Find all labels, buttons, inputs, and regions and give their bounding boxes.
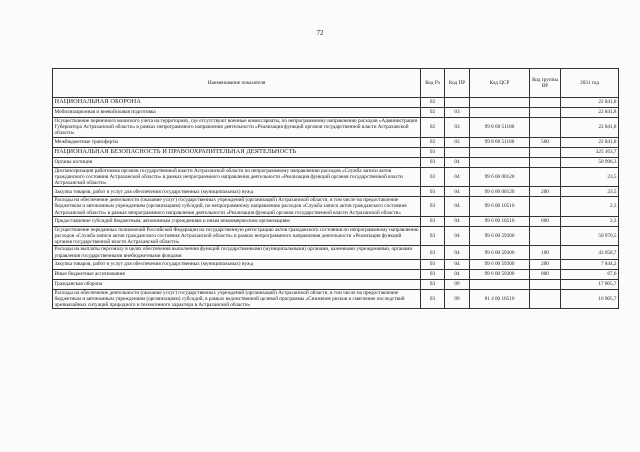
row-rz: 03 [421, 259, 445, 269]
table-body [53, 98, 619, 309]
row-amount: 16 905,7 [561, 289, 619, 309]
row-vr [530, 157, 561, 167]
header-name: Наименование показателя [53, 69, 421, 98]
table-row [53, 137, 619, 147]
header-vr: Код группы ВР [530, 69, 561, 98]
row-amount: 23,5 [561, 187, 619, 197]
row-csr: 99 6 00 59300 [470, 226, 530, 246]
table-row [53, 118, 619, 138]
row-rz: 02 [421, 118, 445, 138]
row-amount: 50 970,5 [561, 226, 619, 246]
row-amount: 43 058,7 [561, 246, 619, 259]
row-vr: 800 [530, 269, 561, 279]
row-rz: 03 [421, 197, 445, 217]
row-vr [530, 147, 561, 157]
table-row [53, 269, 619, 279]
row-vr: 500 [530, 137, 561, 147]
row-csr: 99 6 00 59300 [470, 269, 530, 279]
row-name: Осуществление переданных полномочий Российской Федерации на государственную регистрацию актов гражданского состояния по непрограммному направлению расходов «Служба записи актов гражданского состояния Астраханской области» в рамках непрограммного направления деятельности «Реализация функций органов государственной власти Астраханской области» [54, 226, 419, 246]
row-rz: 03 [421, 269, 445, 279]
row-name: Расходы на выплаты персоналу в целях обеспечения выполнения функций государственными (муниципальными) органами, казенными учреждениями, органами управления государственными внебюджетными фондами [53, 246, 421, 259]
row-name: Расходы на обеспечение деятельности (оказание услуг) государственных учреждений (организаций) Астраханской области, в том числе на предоставление бюджетным и автономным учреждениям (организациям) субсидий, в рамках ведомственной целевой программы «Снижение рисков и смягчение последствий чрезвычайных ситуаций природного и техногенного характера в Астраханской области» [53, 289, 421, 309]
row-csr [470, 98, 530, 108]
row-rz: 03 [421, 246, 445, 259]
table-row [53, 259, 619, 269]
row-vr [530, 108, 561, 118]
row-amount: 22 841,8 [561, 98, 619, 108]
header-year: 2031 год [561, 69, 619, 98]
row-csr: 99 6 00 00120 [470, 187, 530, 197]
row-csr: 81 4 00 10510 [470, 289, 530, 309]
row-vr [530, 289, 561, 309]
row-rz: 03 [421, 289, 445, 309]
row-vr [530, 197, 561, 217]
row-pr: 04 [445, 167, 470, 187]
row-csr: 99 6 00 10510 [470, 197, 530, 217]
table-row [53, 216, 619, 226]
budget-table [52, 68, 619, 309]
row-amount: 17 805,7 [561, 279, 619, 289]
header-csr: Код ЦСР [470, 69, 530, 98]
table-row [53, 279, 619, 289]
table-row [53, 98, 619, 108]
row-pr: 09 [445, 289, 470, 309]
row-amount: 22 841,8 [561, 137, 619, 147]
row-rz: 03 [421, 147, 445, 157]
row-amount: 7 844,2 [561, 259, 619, 269]
header-pr: Код ПР [445, 69, 470, 98]
row-vr: 100 [530, 246, 561, 259]
row-csr: 99 6 00 59300 [470, 259, 530, 269]
row-pr: 03 [445, 108, 470, 118]
table-row [53, 157, 619, 167]
row-pr: 04 [445, 216, 470, 226]
row-name: Межбюджетные трансферты [53, 137, 421, 147]
row-amount: 50 996,3 [561, 157, 619, 167]
row-pr: 04 [445, 269, 470, 279]
row-pr [445, 98, 470, 108]
row-name: Расходы на обеспечение деятельности (оказание услуг) государственных учреждений (организаций) Астраханской области, в том числе на предоставление бюджетным и автономным учреждениям (организациям) субсидий, по непрограммному направлению расходов «Служба записи актов гражданского состояния Астраханской области» в рамках непрограммного направления деятельности «Реализация функций органов государственной власти Астраханской области» [53, 197, 421, 217]
row-rz: 03 [421, 157, 445, 167]
row-name: Гражданская оборона [53, 279, 421, 289]
row-pr: 04 [445, 246, 470, 259]
row-pr: 04 [445, 197, 470, 217]
row-name: Мобилизационная и вневойсковая подготовка [53, 108, 421, 118]
row-csr: 99 6 00 59300 [470, 246, 530, 259]
row-pr [445, 147, 470, 157]
row-amount: 22 841,8 [561, 118, 619, 138]
row-name: Закупка товаров, работ и услуг для обеспечения государственных (муниципальных) нужд [53, 187, 421, 197]
row-amount: 2,3 [561, 216, 619, 226]
row-vr: 600 [530, 216, 561, 226]
row-csr: 99 6 00 00120 [470, 167, 530, 187]
table-row [53, 187, 619, 197]
row-name: Закупка товаров, работ и услуг для обеспечения государственных (муниципальных) нужд [53, 259, 421, 269]
row-pr: 09 [445, 279, 470, 289]
row-vr [530, 226, 561, 246]
table-row [53, 226, 619, 246]
row-pr: 04 [445, 187, 470, 197]
row-pr: 03 [445, 137, 470, 147]
page-number: 72 [316, 29, 324, 37]
table-header [53, 69, 619, 98]
row-rz: 02 [421, 98, 445, 108]
row-rz: 03 [421, 216, 445, 226]
header-rz: Код Рз [421, 69, 445, 98]
row-name: НАЦИОНАЛЬНАЯ ОБОРОНА [53, 98, 421, 108]
row-csr: 99 8 00 51180 [470, 137, 530, 147]
row-rz: 03 [421, 279, 445, 289]
table-row [53, 147, 619, 157]
row-name: НАЦИОНАЛЬНАЯ БЕЗОПАСНОСТЬ И ПРАВООХРАНИТЕЛЬНАЯ ДЕЯТЕЛЬНОСТЬ [53, 147, 421, 157]
table-row [53, 108, 619, 118]
row-csr [470, 157, 530, 167]
row-csr [470, 279, 530, 289]
row-csr: 99 6 00 10510 [470, 216, 530, 226]
row-vr [530, 98, 561, 108]
row-name: Иные бюджетные ассигнования [53, 269, 421, 279]
row-name: Осуществление первичного воинского учета на территориях, где отсутствуют военные комиссариаты, по непрограммному направлению расходов «Администрация Губернатора Астраханской области» в рамках непрограммного направления деятельности «Реализация функций органов государственной власти Астраханской области» [53, 118, 421, 138]
row-pr: 04 [445, 226, 470, 246]
row-pr: 03 [445, 118, 470, 138]
row-amount: 325 163,7 [561, 147, 619, 157]
row-name: Диспансеризация работников органов государственной власти Астраханской области по непрограммному направлению расходов «Служба записи актов гражданского состояния Астраханской области» в рамках непрограммного направления деятельности «Реализация функций органов государственной власти Астраханской области» [53, 167, 421, 187]
row-vr: 200 [530, 259, 561, 269]
row-pr: 04 [445, 157, 470, 167]
row-csr: 99 8 00 51180 [470, 118, 530, 138]
row-csr [470, 108, 530, 118]
row-vr [530, 118, 561, 138]
row-amount: 2,3 [561, 197, 619, 217]
row-vr: 200 [530, 187, 561, 197]
row-csr [470, 147, 530, 157]
table-row [53, 246, 619, 259]
row-vr [530, 167, 561, 187]
row-rz: 03 [421, 187, 445, 197]
row-rz: 02 [421, 108, 445, 118]
row-vr [530, 279, 561, 289]
row-pr: 04 [445, 259, 470, 269]
table-row [53, 167, 619, 187]
row-amount: 23,5 [561, 167, 619, 187]
table-row [53, 289, 619, 309]
row-amount: 22 841,8 [561, 108, 619, 118]
row-name: Органы юстиции [53, 157, 421, 167]
row-name: Предоставление субсидий бюджетным, автономным учреждениям и иным некоммерческим организациям [53, 216, 421, 226]
row-amount: 67,6 [561, 269, 619, 279]
table-row [53, 197, 619, 217]
row-rz: 03 [421, 167, 445, 187]
row-rz: 02 [421, 137, 445, 147]
row-rz: 03 [421, 226, 445, 246]
